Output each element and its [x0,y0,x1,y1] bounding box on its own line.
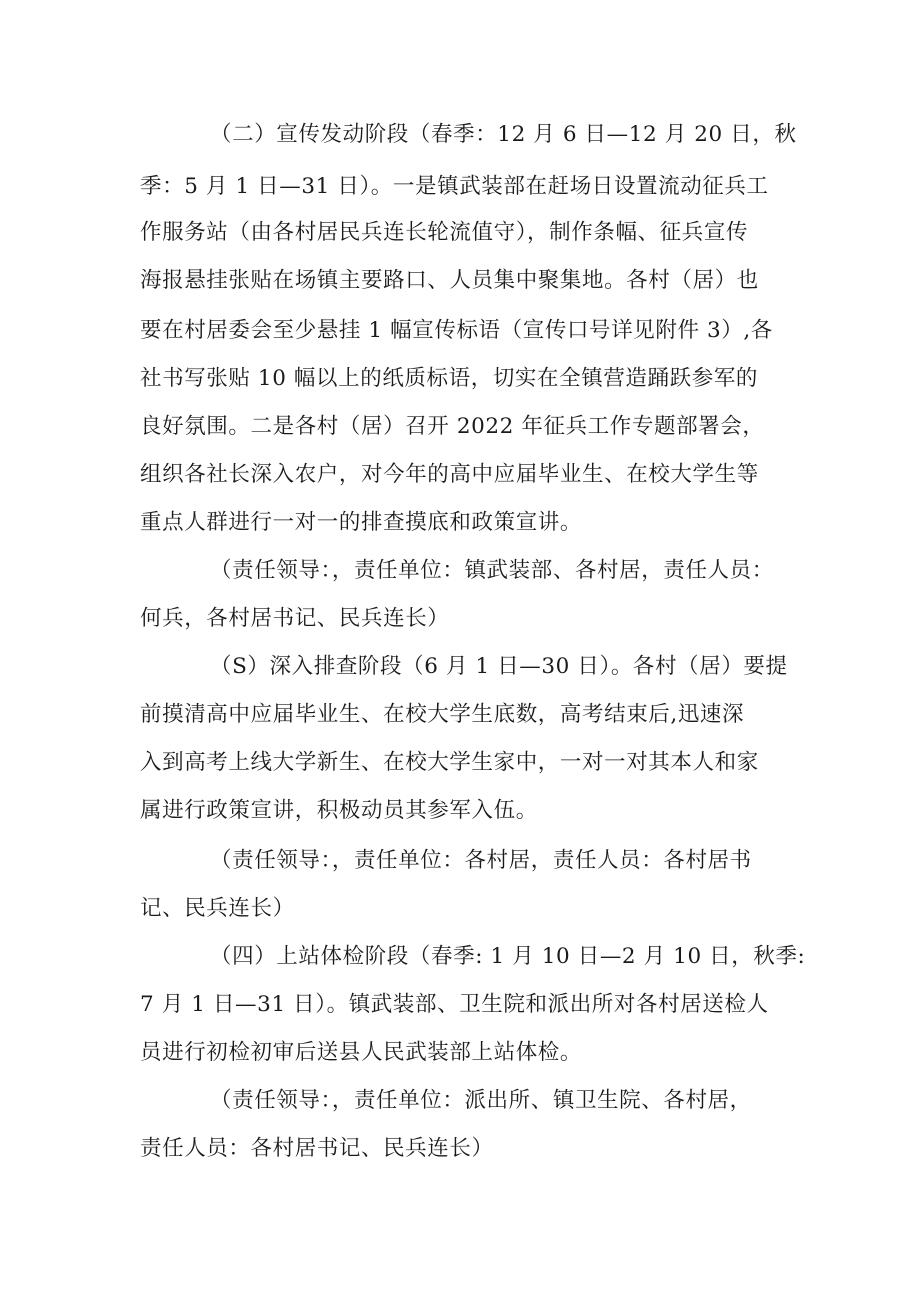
text-line: 组织各社长深入农户，对今年的高中应届毕业生、在校大学生等 [140,462,759,487]
text-line: 员进行初检初审后送县人民武装部上站体检。 [140,1040,583,1065]
text-line: 作服务站（由各村居民兵连长轮流值守），制作条幅、征兵宣传 [140,220,749,245]
text-line: （责任领导：，责任单位：镇武装部、各村居，责任人员： [210,558,774,583]
text-line: 记、民兵连长） [140,896,295,921]
text-line: （S）深入排查阶段（6 月 1 日—30 日）。各村（居）要提 [210,654,788,679]
text-line: 要在村居委会至少悬挂 1 幅宣传标语（宣传口号详见附件 3）,各 [140,318,773,343]
text-line: （责任领导：，责任单位：各村居，责任人员：各村居书 [210,848,752,873]
text-line: 何兵，各村居书记、民兵连长） [140,606,450,631]
text-line: 海报悬挂张贴在场镇主要路口、人员集中聚集地。各村（居）也 [140,268,759,293]
text-line: 季：5 月 1 日—31 日）。一是镇武装部在赶场日设置流动征兵工 [140,174,769,199]
text-line: 重点人群进行一对一的排查摸底和政策宣讲。 [140,510,583,535]
text-line: 7 月 1 日—31 日）。镇武装部、卫生院和派出所对各村居送检人 [140,992,769,1017]
text-line: 入到高考上线大学新生、在校大学生家中，一对一对其本人和家 [140,750,759,775]
text-line: 良好氛围。二是各村（居）召开 2022 年征兵工作专题部署会， [140,414,765,439]
text-line: 前摸清高中应届毕业生、在校大学生底数，高考结束后,迅速深 [140,702,745,727]
text-line: （四）上站体检阶段（春季: 1 月 10 日—2 月 10 日，秋季: [210,944,806,969]
text-line: 社书写张贴 10 幅以上的纸质标语，切实在全镇营造踊跃参军的 [140,366,759,391]
text-line: （二）宣传发动阶段（春季：12 月 6 日—12 月 20 日，秋 [210,122,797,147]
text-line: 属进行政策宣讲，积极动员其参军入伍。 [140,798,538,823]
text-line: （责任领导：，责任单位：派出所、镇卫生院、各村居， [210,1088,752,1113]
text-line: 责任人员：各村居书记、民兵连长） [140,1136,494,1161]
